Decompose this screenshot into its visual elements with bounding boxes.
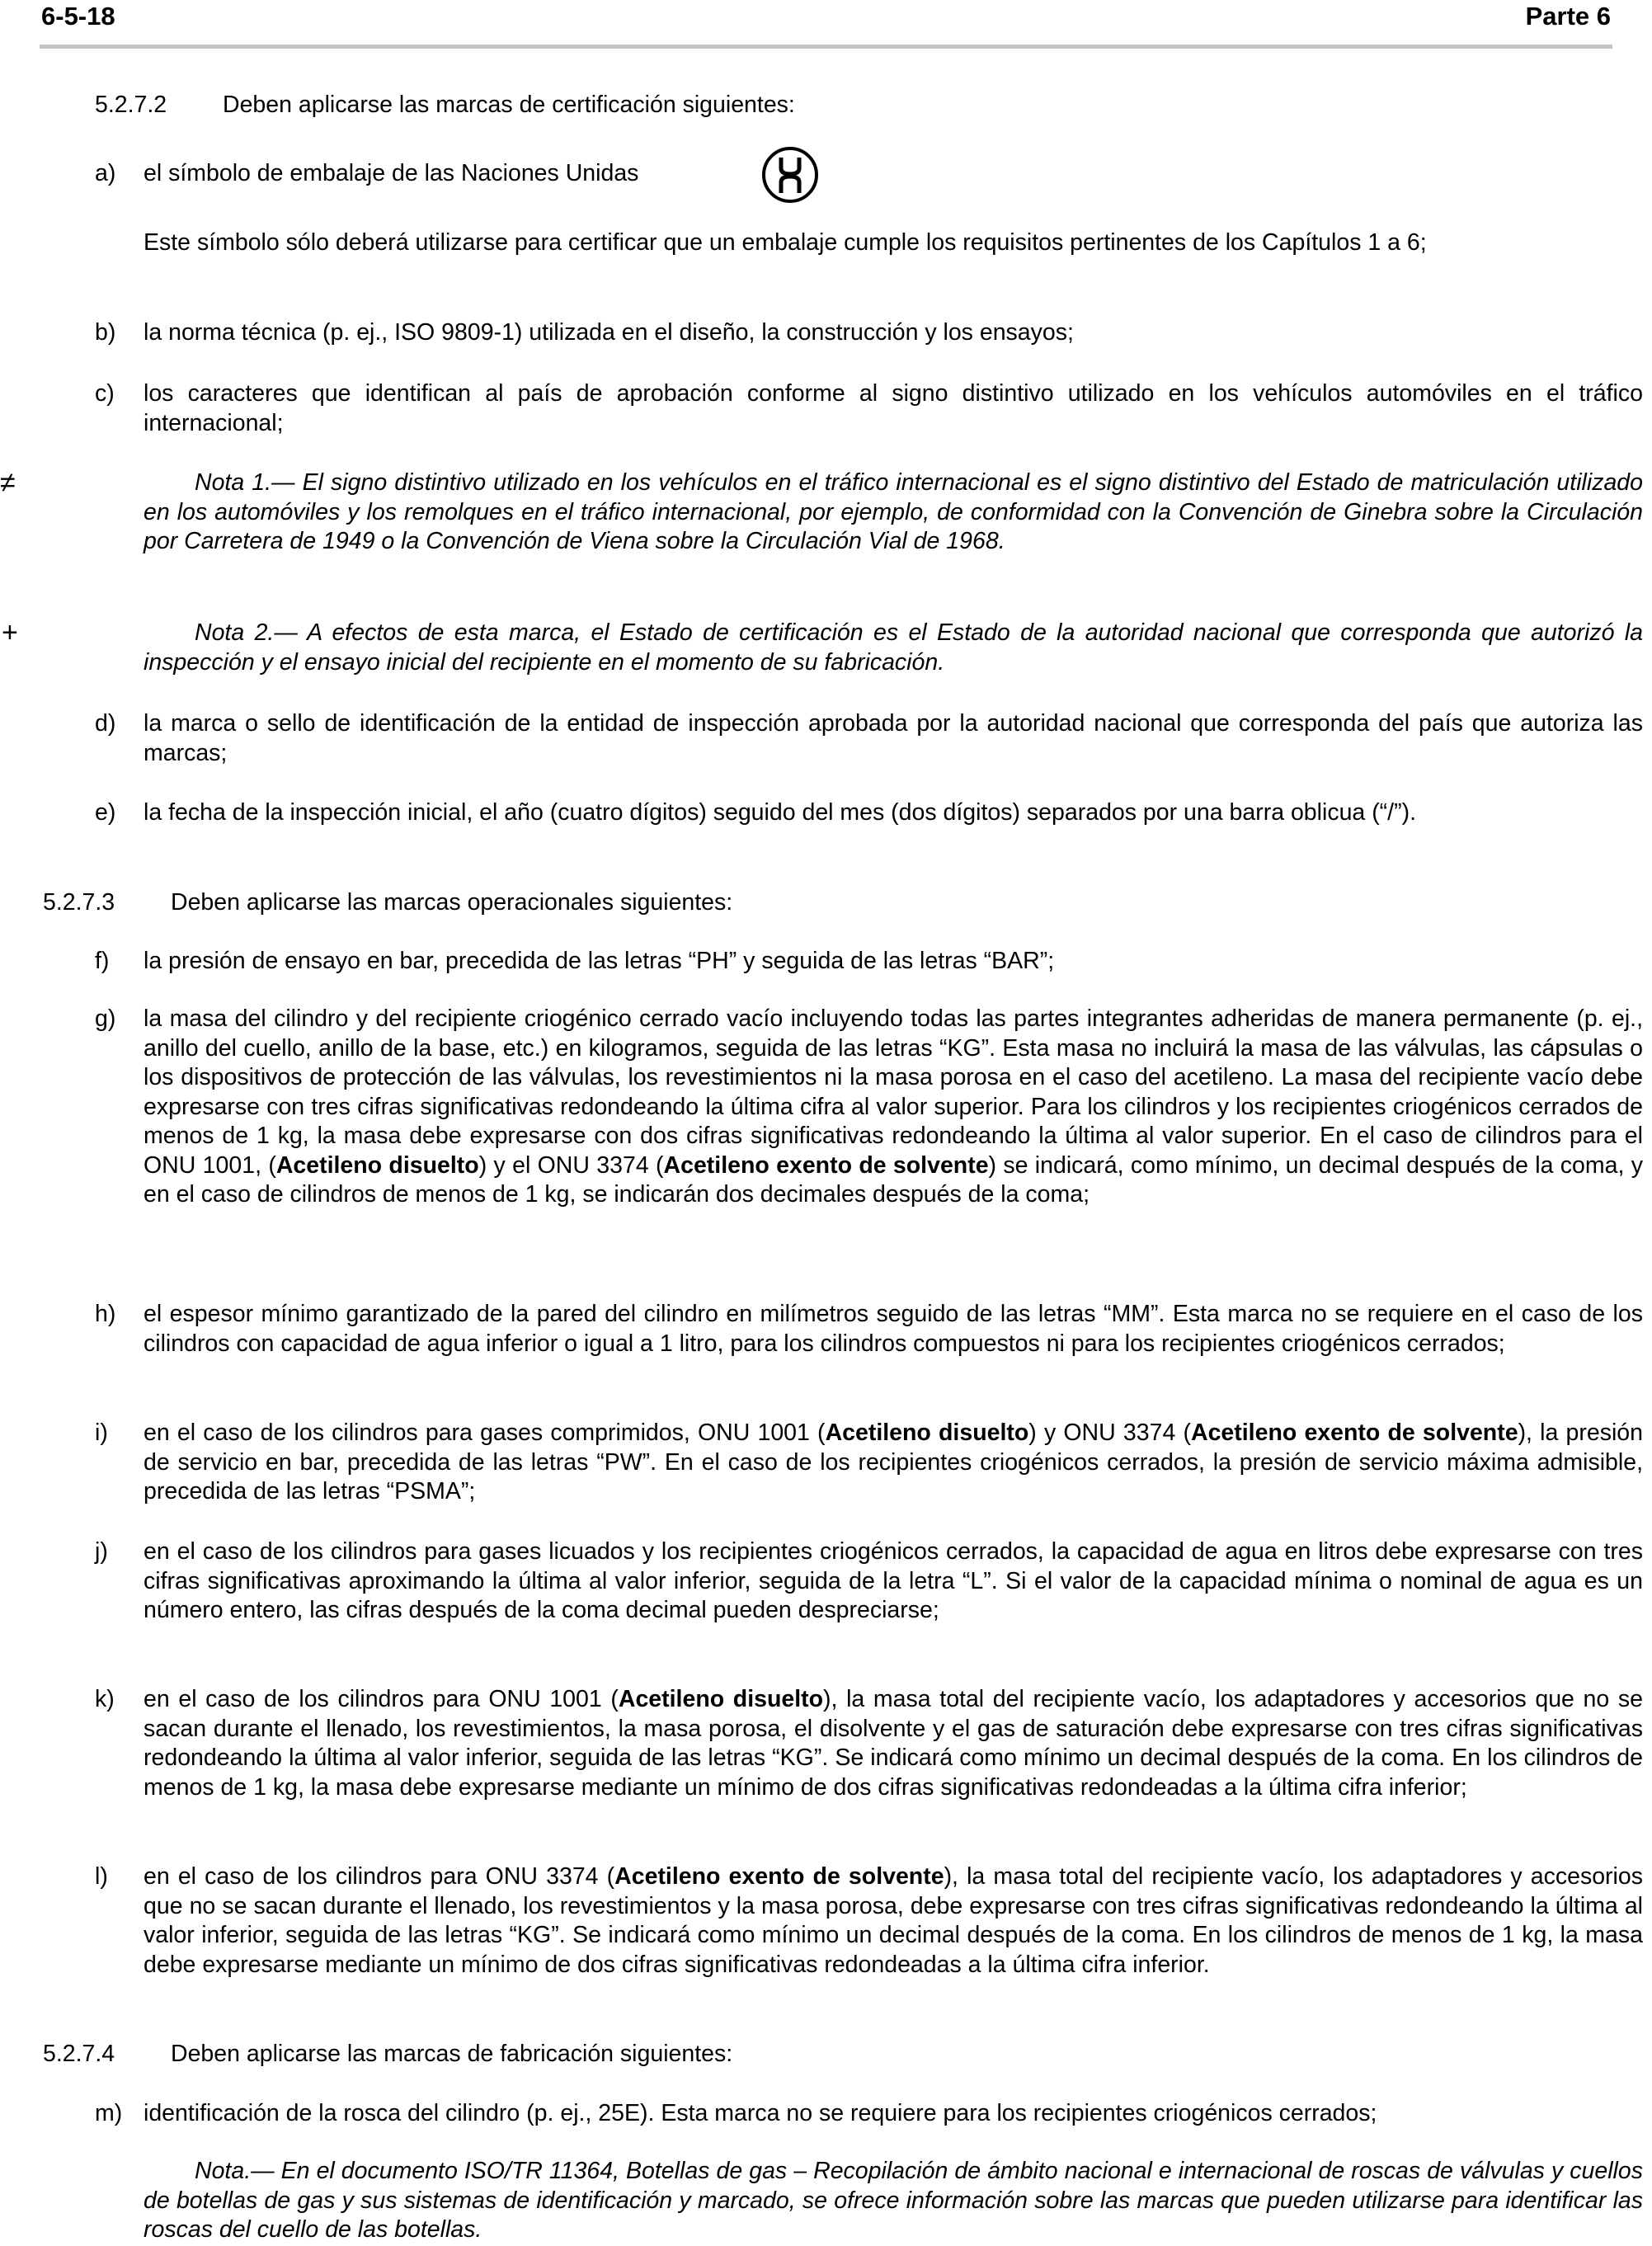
item-j-text: en el caso de los cilindros para gases licuados y los recipientes criogénicos cerrados, la capacidad de agua en litros debe expresarse con tres cifras significativas aproximando la última al valor inferior, seguida de la letra “L”. Si el valor de la capacidad mínima o nominal de agua es un número entero, las cifras después de la coma decimal pueden despreciarse; xyxy=(144,1538,1643,1623)
item-g-text: la masa del cilindro y del recipiente criogénico cerrado vacío incluyendo todas las partes integrantes adheridas de manera permanente (p. ej., anillo del cuello, anillo de la base, etc.) en kilogramos, seguida de las letras “KG”. Esta masa no incluirá la masa de las válvulas, las cápsulas o los dispositivos de protección de las válvulas, los revestimientos ni la masa porosa en el caso del acetileno. La masa del recipiente vacío debe expresarse con tres cifras significativas redondeando la última cifra al valor superior. Para los cilindros y los recipientes criogénicos cerrados de menos de 1 kg, la masa debe expresarse con dos cifras significativas redondeando la última al valor superior. En el caso de cilindros para el ONU 1001, (Acetileno disuelto) y el ONU 3374 (Acetileno exento de solvente) se indicará, como mínimo, un decimal después de la coma, y en el caso de cilindros de menos de 1 kg, se indicarán dos decimales después de la coma; xyxy=(144,1005,1643,1208)
part-label: Parte 6 xyxy=(1525,2,1611,31)
item-i-text: en el caso de los cilindros para gases comprimidos, ONU 1001 (Acetileno disuelto) y ONU 3374 (Acetileno exento de solvente), la presión de servicio en bar, precedida de las letras “PW”. En el caso de los recipientes criogénicos cerrados, la presión de servicio máxima admisible, precedida de las letras “PSMA”; xyxy=(144,1420,1643,1504)
item-letter-e: e) xyxy=(95,799,116,826)
change-mark-plus: + xyxy=(2,617,18,648)
item-letter-k: k) xyxy=(95,1686,115,1712)
item-h-text: el espesor mínimo garantizado de la pared del cilindro en milímetros seguido de las letras “MM”. Esta marca no se requiere en el caso de los cilindros con capacidad de agua inferior o igual a 1 litro, para los cilindros compuestos ni para los recipientes criogénicos cerrados; xyxy=(144,1301,1643,1357)
section-title-5274: Deben aplicarse las marcas de fabricación siguientes: xyxy=(171,2041,733,2067)
nota-5274: Nota.— En el documento ISO/TR 11364, Botellas de gas – Recopilación de ámbito nacional e internacional de roscas de válvulas y cuellos de botellas de gas y sus sistemas de identificación y marcado, se ofrece información sobre las marcas que pueden utilizarse para identificar las roscas del cuello de las botellas. xyxy=(144,2158,1643,2243)
item-letter-m: m) xyxy=(95,2100,123,2126)
page-header xyxy=(41,2,1611,35)
item-letter-c: c) xyxy=(95,380,115,407)
item-k-text: en el caso de los cilindros para ONU 1001 (Acetileno disuelto), la masa total del recipiente vacío, los adaptadores y accesorios que no se sacan durante el llenado, los revestimientos, la masa porosa, el disolvente y el gas de saturación debe expresarse con tres cifras significativas redondeando la última al valor inferior, seguida de las letras “KG”. Se indicará como mínimo un decimal después de la coma. En los cilindros de menos de 1 kg, la masa debe expresarse mediante un mínimo de dos cifras significativas redondeadas a la última cifra inferior; xyxy=(144,1686,1643,1801)
item-letter-l: l) xyxy=(95,1863,108,1890)
section-number-5274: 5.2.7.4 xyxy=(43,2041,115,2067)
item-l-text: en el caso de los cilindros para ONU 3374 (Acetileno exento de solvente), la masa total del recipiente vacío, los adaptadores y accesorios que no se sacan durante el llenado, los revestimientos y la masa porosa, debe expresarse con tres cifras significativas redondeando la última al valor inferior, seguida de las letras “KG”. Se indicará como mínimo un decimal después de la coma. En los cilindros de menos de 1 kg, la masa debe expresarse mediante un mínimo de dos cifras significativas redondeadas a la última cifra inferior. xyxy=(144,1863,1643,1978)
nota-1: Nota 1.— El signo distintivo utilizado en los vehículos en el tráfico internacional es el signo distintivo del Estado de matriculación utilizado en los automóviles y los remolques en el tráfico internacional, por ejemplo, de conformidad con la Convención de Ginebra sobre la Circulación por Carretera de 1949 o la Convención de Viena sobre la Circulación Vial de 1968. xyxy=(144,469,1643,554)
item-letter-d: d) xyxy=(95,710,116,737)
section-title-5273: Deben aplicarse las marcas operacionales siguientes: xyxy=(171,889,733,916)
item-f-text: la presión de ensayo en bar, precedida de las letras “PH” y seguida de las letras “BAR”; xyxy=(144,948,1055,974)
section-title-5272: Deben aplicarse las marcas de certificación siguientes: xyxy=(223,92,795,118)
un-packaging-symbol-icon xyxy=(761,146,819,204)
nota-2: Nota 2.— A efectos de esta marca, el Estado de certificación es el Estado de la autoridad nacional que corresponda que autorizó la inspección y el ensayo inicial del recipiente en el momento de su fabricación. xyxy=(144,619,1643,676)
item-letter-a: a) xyxy=(95,160,116,186)
change-mark-not-equal: ≠ xyxy=(0,467,16,498)
header-rule xyxy=(40,45,1612,49)
section-number-5273: 5.2.7.3 xyxy=(43,889,115,916)
item-letter-h: h) xyxy=(95,1301,116,1327)
item-b-text: la norma técnica (p. ej., ISO 9809-1) utilizada en el diseño, la construcción y los ensayos; xyxy=(144,319,1074,346)
item-a-note: Este símbolo sólo deberá utilizarse para certificar que un embalaje cumple los requisitos pertinentes de los Capítulos 1 a 6; xyxy=(144,229,1427,256)
item-m-text: identificación de la rosca del cilindro (p. ej., 25E). Esta marca no se requiere para los recipientes criogénicos cerrados; xyxy=(144,2100,1377,2126)
item-d-text: la marca o sello de identificación de la entidad de inspección aprobada por la autoridad nacional que corresponda del país que autoriza las marcas; xyxy=(144,710,1643,766)
item-a-text: el símbolo de embalaje de las Naciones Unidas xyxy=(144,160,639,186)
item-letter-i: i) xyxy=(95,1420,108,1446)
item-c-text: los caracteres que identifican al país de aprobación conforme al signo distintivo utilizado en los vehículos automóviles en el tráfico internacional; xyxy=(144,380,1643,436)
item-letter-g: g) xyxy=(95,1005,116,1032)
item-letter-b: b) xyxy=(95,319,116,346)
item-e-text: la fecha de la inspección inicial, el año (cuatro dígitos) seguido del mes (dos dígitos) separados por una barra oblicua (“/”). xyxy=(144,799,1416,826)
section-number-5272: 5.2.7.2 xyxy=(95,92,167,118)
item-letter-f: f) xyxy=(95,948,110,974)
page-number: 6-5-18 xyxy=(41,2,115,31)
item-letter-j: j) xyxy=(95,1538,108,1565)
